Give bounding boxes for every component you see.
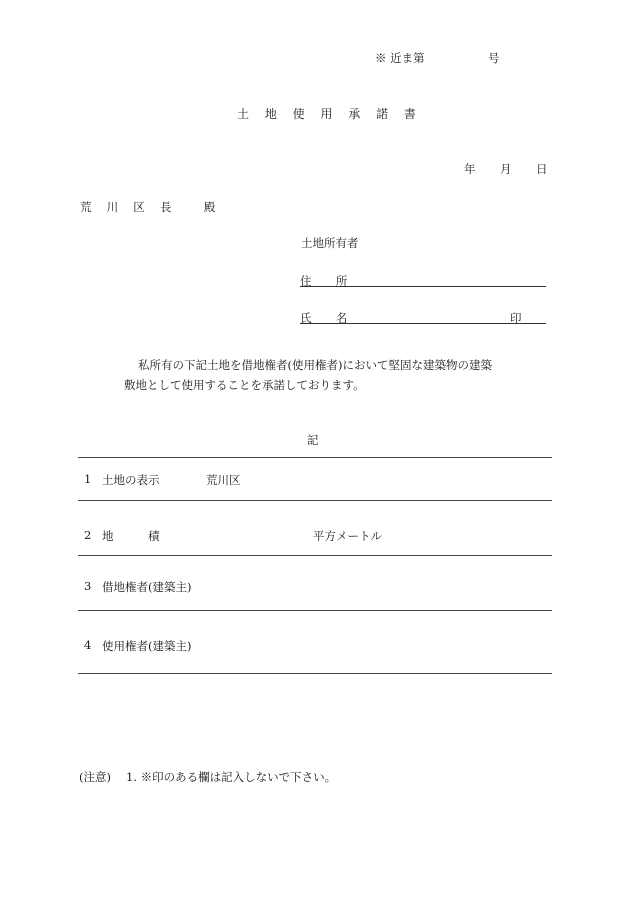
- item-4-label: 使用権者(建築主): [102, 639, 192, 653]
- owner-name-field[interactable]: [300, 310, 546, 323]
- item-4-number: 4: [84, 638, 92, 652]
- date-year-label: 年: [464, 162, 476, 176]
- body-text-line-2: 敷地として使用することを承諾しております。: [124, 378, 365, 392]
- owner-address-label: 住 所: [300, 274, 358, 288]
- item-1-value: 荒川区: [206, 473, 241, 487]
- table-rule-2: [78, 555, 552, 556]
- item-2-number: 2: [84, 528, 92, 542]
- item-1-number: 1: [84, 472, 92, 486]
- table-rule-bottom: [78, 673, 552, 674]
- item-2-label: 地 積: [102, 529, 160, 543]
- body-text-line-1: 私所有の下記土地を借地権者(使用権者)において堅固な建築物の建築: [138, 358, 492, 372]
- table-rule-3: [78, 610, 552, 611]
- owner-name-label: 氏 名: [300, 311, 358, 325]
- item-1-label: 土地の表示: [102, 473, 160, 487]
- ki-heading: 記: [307, 433, 319, 447]
- item-3-number: 3: [84, 579, 92, 593]
- owner-heading: 土地所有者: [301, 236, 359, 250]
- table-rule-1: [78, 500, 552, 501]
- reference-number-suffix: 号: [488, 51, 500, 65]
- addressee: 荒 川 区 長 殿: [80, 200, 222, 214]
- date-month-label: 月: [500, 162, 512, 176]
- note-label: (注意): [79, 770, 111, 784]
- date-day-label: 日: [536, 162, 548, 176]
- owner-address-field[interactable]: [300, 273, 546, 286]
- reference-number-prefix: ※ 近ま第: [375, 51, 425, 65]
- document-title: 土 地 使 用 承 諾 書: [237, 107, 422, 121]
- item-3-label: 借地権者(建築主): [102, 580, 192, 594]
- note-text: 1. ※印のある欄は記入しないで下さい。: [126, 770, 337, 784]
- owner-seal-mark: 印: [510, 311, 522, 325]
- item-2-value: 平方メートル: [313, 529, 382, 543]
- table-rule-top: [78, 457, 552, 458]
